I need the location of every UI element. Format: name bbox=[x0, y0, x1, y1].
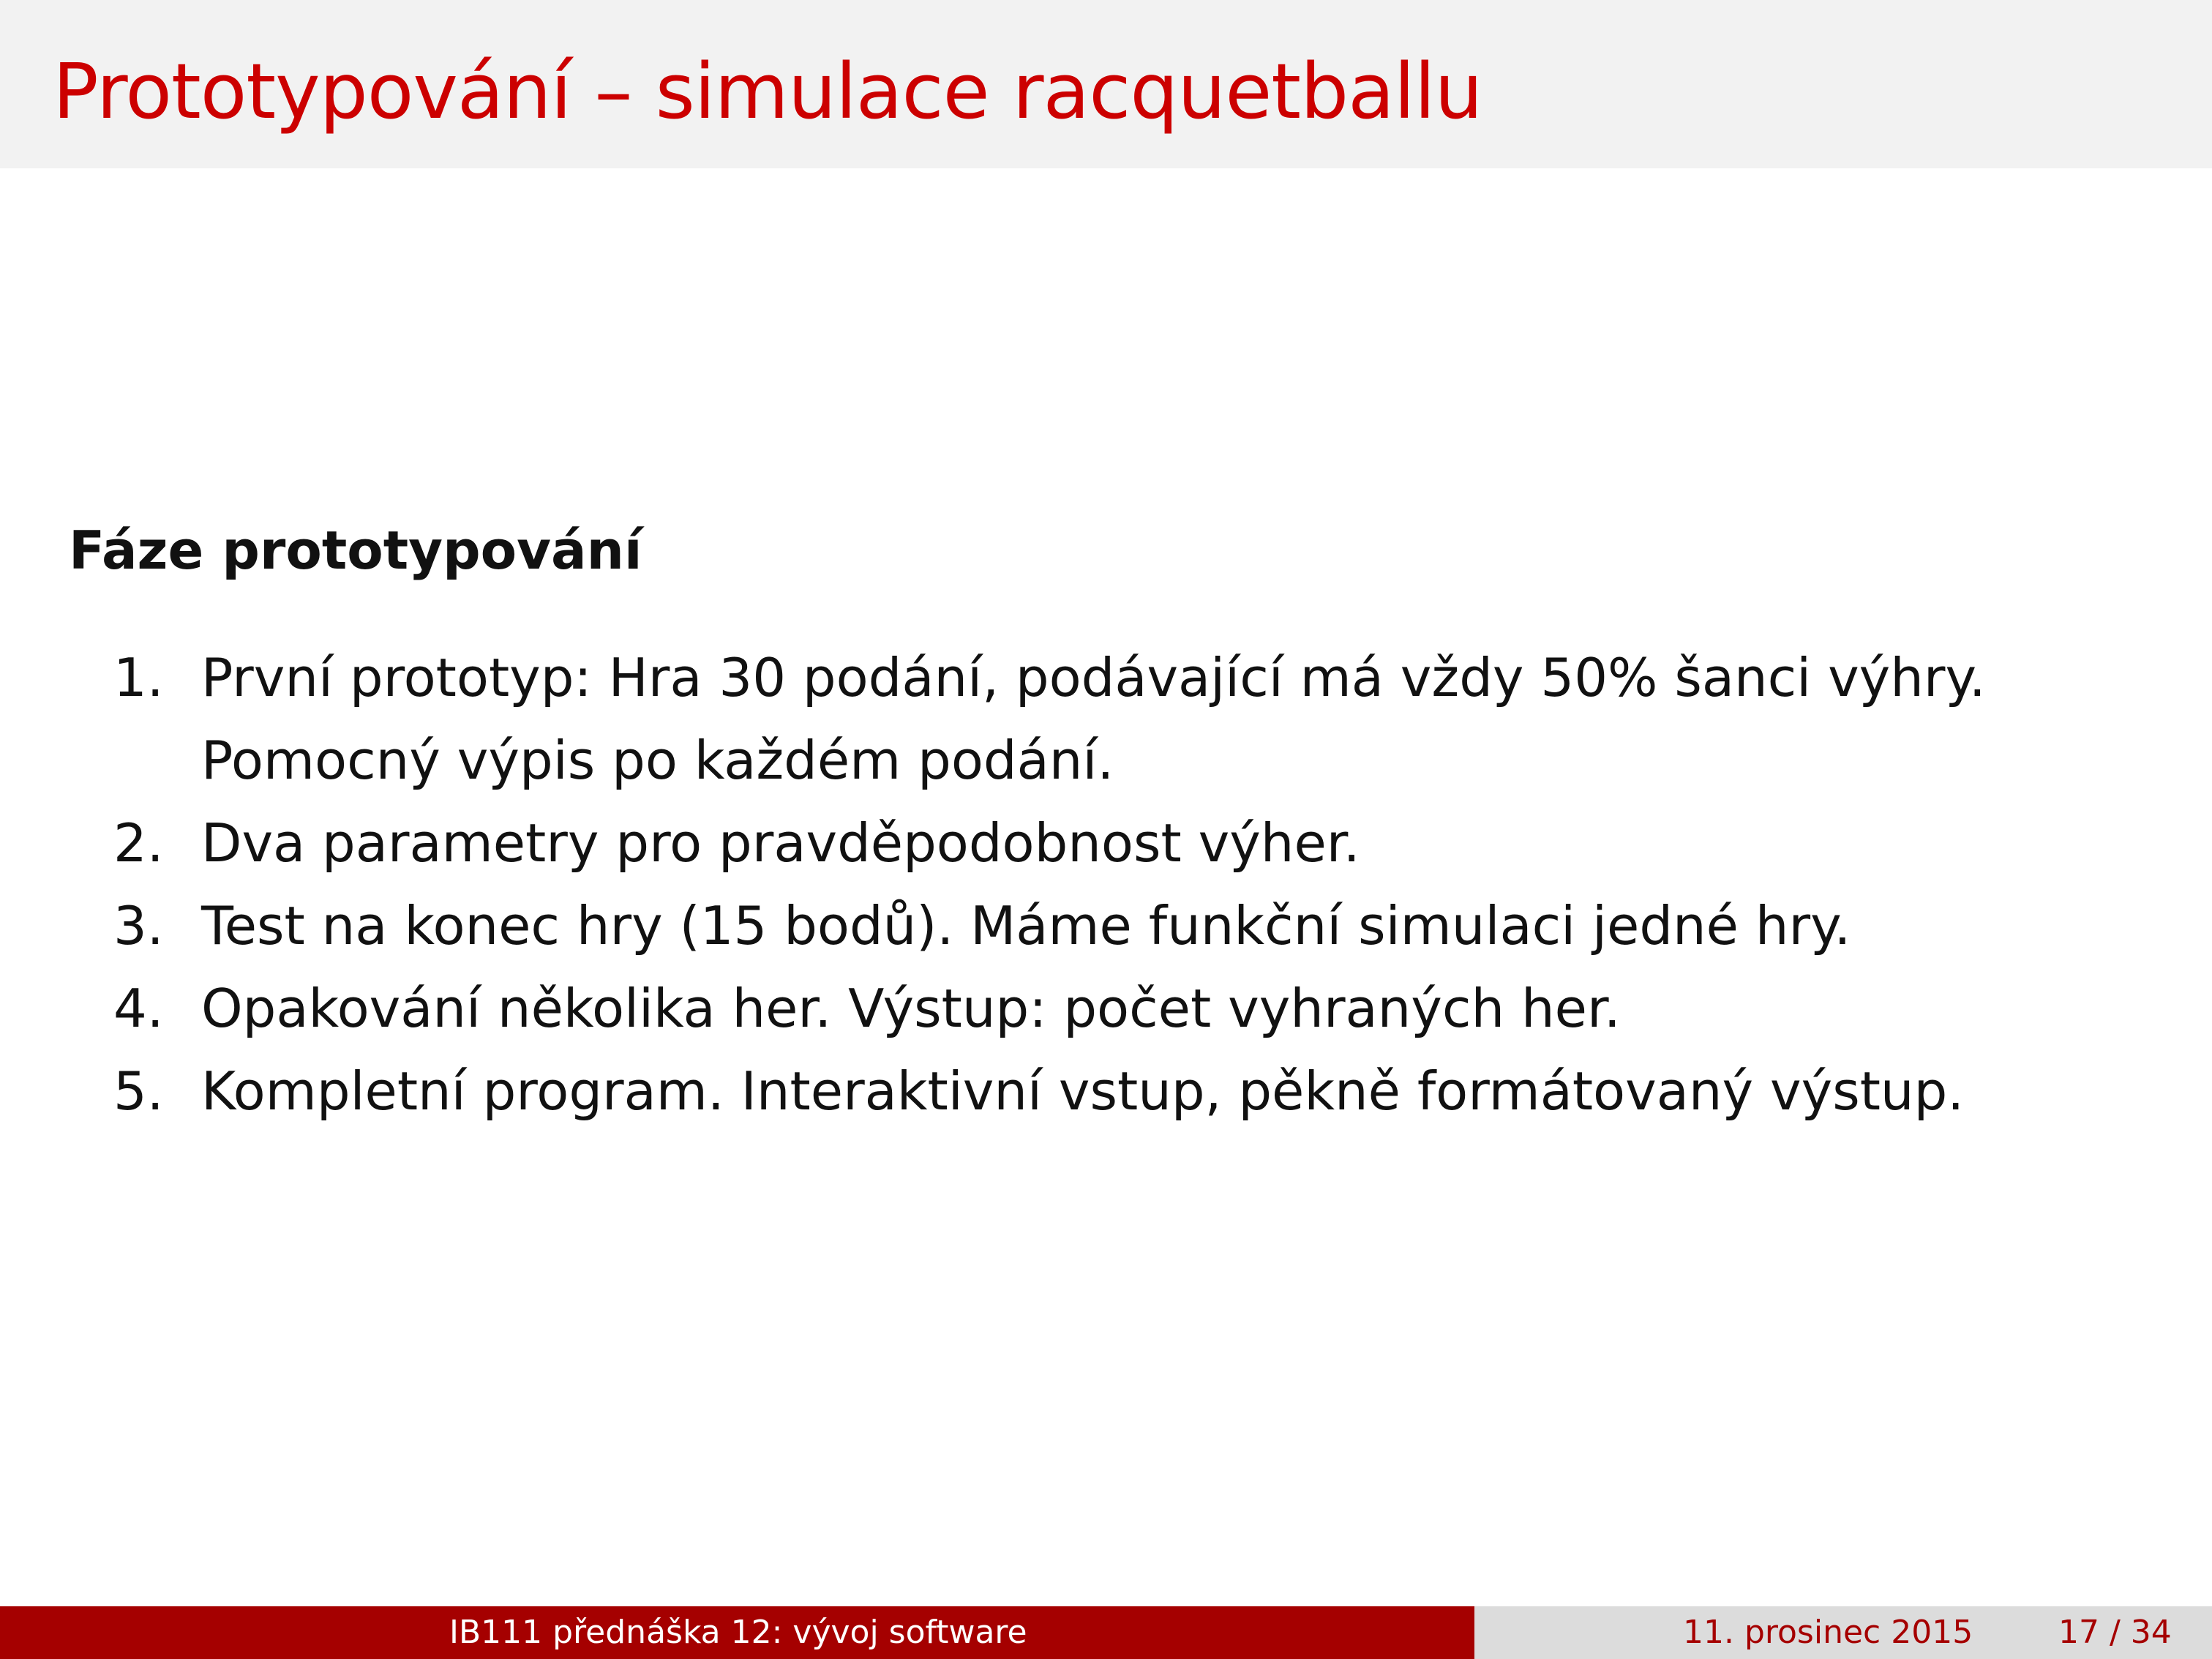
phase-text-line: Test na konec hry (15 bodů). Máme funkční simulaci jedné hry. bbox=[201, 895, 1851, 956]
phase-number: 1. bbox=[113, 647, 164, 708]
slide-header bbox=[0, 0, 2212, 168]
phase-number: 5. bbox=[113, 1060, 164, 1122]
section-heading: Fáze prototypování bbox=[69, 520, 642, 581]
phase-item-2 bbox=[0, 802, 1986, 885]
phase-number: 2. bbox=[113, 812, 164, 874]
phase-item-3 bbox=[0, 885, 1986, 967]
footer-info-bar bbox=[1474, 1606, 2212, 1659]
slide-footer bbox=[0, 1606, 2212, 1659]
phase-text-line: Pomocný výpis po každém podání. bbox=[201, 730, 1114, 791]
footer-page-number: 17 / 34 bbox=[2058, 1614, 2172, 1651]
phase-list bbox=[0, 637, 1986, 1133]
phase-text-line: První prototyp: Hra 30 podání, podávající má vždy 50% šanci výhry. bbox=[201, 647, 1986, 708]
phase-item-5 bbox=[0, 1050, 1986, 1133]
phase-number: 3. bbox=[113, 895, 164, 956]
phase-item-4 bbox=[0, 967, 1986, 1050]
phase-text-line: Opakování několika her. Výstup: počet vyhraných her. bbox=[201, 978, 1621, 1039]
phase-text-line: Kompletní program. Interaktivní vstup, pěkně formátovaný výstup. bbox=[201, 1060, 1965, 1122]
footer-date: 11. prosinec 2015 bbox=[1683, 1614, 1973, 1651]
phase-text-line: Dva parametry pro pravděpodobnost výher. bbox=[201, 812, 1360, 874]
phase-item-1 bbox=[0, 637, 1986, 802]
footer-course-bar bbox=[0, 1606, 1474, 1659]
phase-number: 4. bbox=[113, 978, 164, 1039]
footer-course-title: IB111 přednáška 12: vývoj software bbox=[449, 1614, 1027, 1651]
slide-title: Prototypování – simulace racquetballu bbox=[53, 47, 1482, 136]
